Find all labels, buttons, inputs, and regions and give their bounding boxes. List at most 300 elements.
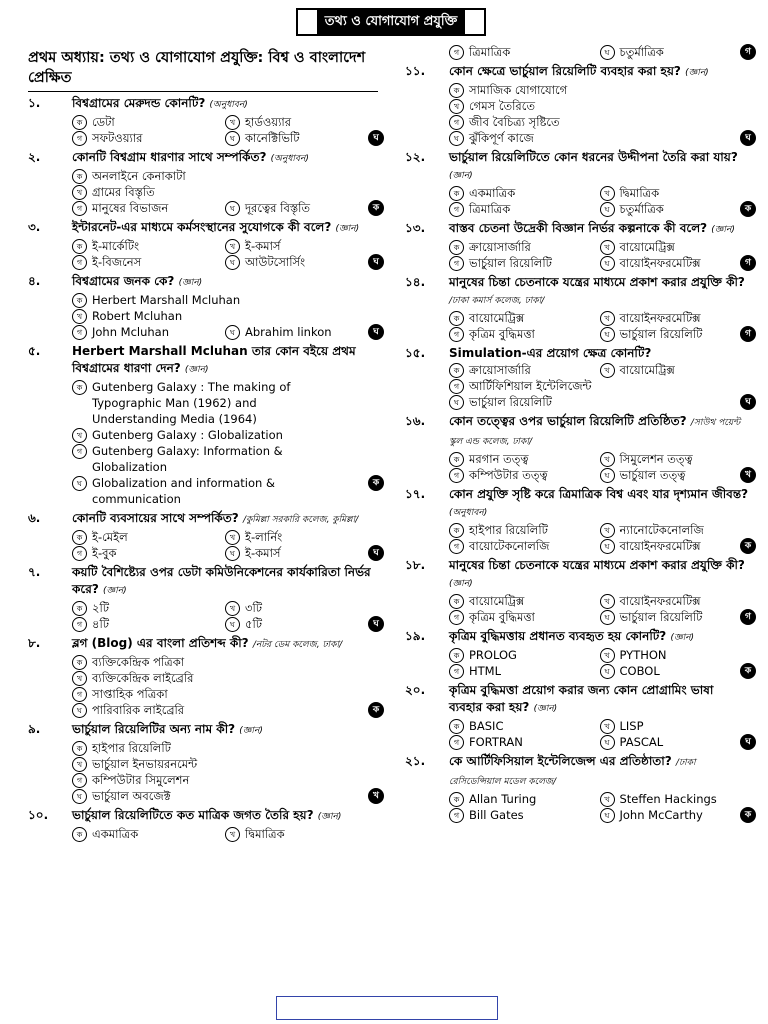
- question: [405, 486, 750, 522]
- question-text: বাস্তব চেতনা উদ্রেকী বিজ্ঞান নির্ভর কল্পনাকে কী বলে? (জ্ঞান): [449, 221, 735, 235]
- option-text: বায়োটেকনোলজি: [469, 539, 550, 553]
- question-text: কোন প্রযুক্তি সৃষ্টি করে ত্রিমাত্রিক বিশ্ব এবং যার দৃশ্যমান জীবন্ত? (অনুধাবন): [449, 487, 749, 518]
- option: [225, 200, 378, 216]
- option-text: Abrahim linkon: [245, 325, 332, 339]
- option-text: একমাত্রিক: [92, 827, 139, 841]
- option-letter-bullet: খ: [600, 240, 615, 255]
- question-text: বিশ্বগ্রামের জনক কে? (জ্ঞান): [72, 274, 203, 288]
- option-text: PASCAL: [619, 735, 664, 749]
- question: [28, 721, 378, 740]
- question: [28, 273, 378, 292]
- option: [449, 378, 714, 394]
- option-text: Gutenberg Galaxy : Globalization: [92, 428, 283, 442]
- options-list: [28, 238, 378, 270]
- question-text: কোনটি ব্যবসায়ের সাথে সম্পর্কিত? /কুমিল্লা সরকারি কলেজ, কুমিল্লা/: [72, 511, 359, 525]
- option: [225, 254, 378, 270]
- question-tag: (জ্ঞান): [184, 365, 209, 375]
- option: [225, 324, 378, 340]
- option-text: ই-মেইল: [92, 530, 128, 544]
- option-row: [72, 168, 378, 184]
- option-text: ত্রিমাত্রিক: [469, 45, 511, 59]
- option-letter-bullet: ঘ: [225, 201, 240, 216]
- option-text: ব্যক্তিকেন্দ্রিক লাইব্রেরি: [92, 671, 194, 685]
- option-text: সামাজিক যোগাযোগে: [469, 83, 568, 97]
- option-letter-bullet: গ: [72, 687, 87, 702]
- question: [28, 510, 378, 529]
- option: [449, 98, 714, 114]
- options-list: [405, 593, 750, 625]
- question-number: ১৪.: [405, 275, 426, 289]
- option-letter-bullet: ঘ: [225, 325, 240, 340]
- options-list: [405, 522, 750, 554]
- option-letter-bullet: গ: [72, 255, 87, 270]
- question-number: ৭.: [28, 565, 41, 579]
- option: [72, 168, 341, 184]
- option-text: ক্রায়োসার্জারি: [469, 240, 531, 254]
- option-text: Herbert Marshall Mcluhan: [92, 293, 241, 307]
- question: [405, 628, 750, 647]
- option-text: ব্যক্তিকেন্দ্রিক পত্রিকা: [92, 655, 185, 669]
- option: [600, 718, 751, 734]
- option: [449, 467, 600, 483]
- option: [600, 538, 751, 554]
- option: [225, 238, 378, 254]
- question-tag: /নটর ডেম কলেজ, ঢাকা/: [252, 640, 343, 650]
- option-letter-bullet: ঘ: [225, 546, 240, 561]
- option: [600, 310, 751, 326]
- answer-badge: ঘ: [740, 130, 756, 146]
- option-letter-bullet: ঘ: [600, 735, 615, 750]
- option-text: একমাত্রিক: [469, 186, 516, 200]
- option-text: কৃত্রিম বুদ্ধিমত্তা: [469, 327, 535, 341]
- question-number: ১৫.: [405, 346, 426, 360]
- option-text: ন্যানোটেকনোলজি: [619, 523, 704, 537]
- option: [600, 647, 751, 663]
- question: [28, 95, 378, 114]
- option-letter-bullet: খ: [600, 792, 615, 807]
- question-text: কোনটি বিশ্বগ্রাম ধারণার সাথে সম্পর্কিত? (অনুধাবন): [72, 150, 309, 164]
- option-letter-bullet: গ: [449, 45, 464, 60]
- option: [600, 522, 751, 538]
- option: [72, 443, 341, 475]
- option-row: [72, 756, 378, 772]
- option-row: [449, 130, 750, 146]
- option-letter-bullet: ক: [449, 452, 464, 467]
- option-letter-bullet: ক: [72, 169, 87, 184]
- question: [405, 220, 750, 239]
- option-letter-bullet: ঘ: [72, 789, 87, 804]
- option-row: [72, 184, 378, 200]
- option-letter-bullet: খ: [225, 601, 240, 616]
- option-text: ভার্চুয়াল তত্ত্ব: [619, 468, 686, 482]
- answer-badge: ঘ: [368, 545, 384, 561]
- option-text: পারিবারিক লাইব্রেরি: [92, 703, 185, 717]
- question-number: ২.: [28, 150, 41, 164]
- options-list: [405, 185, 750, 217]
- option-row: [449, 185, 750, 201]
- question: [28, 149, 378, 168]
- option-letter-bullet: গ: [72, 325, 87, 340]
- option-row: [449, 791, 750, 807]
- option-letter-bullet: খ: [72, 185, 87, 200]
- option-letter-bullet: ক: [449, 83, 464, 98]
- option: [449, 185, 600, 201]
- option-row: [72, 826, 378, 842]
- question-tag: (অনুধাবন): [209, 100, 248, 110]
- question: [28, 219, 378, 238]
- option-row: [72, 740, 378, 756]
- question-number: ১২.: [405, 150, 426, 164]
- question-number: ১১.: [405, 64, 426, 78]
- option-row: [449, 362, 750, 378]
- option: [225, 545, 378, 561]
- question: [405, 149, 750, 185]
- option-text: হার্ডওয়্যার: [245, 115, 292, 129]
- option-text: PROLOG: [469, 648, 517, 662]
- option-letter-bullet: ঘ: [600, 468, 615, 483]
- question-text: Simulation-এর প্রয়োগ ক্ষেত্র কোনটি?: [449, 346, 652, 360]
- answer-badge: ক: [368, 475, 384, 491]
- option-text: ভার্চুয়াল রিয়েলিটি: [469, 395, 552, 409]
- question-tag: (জ্ঞান): [449, 171, 473, 181]
- option: [72, 686, 341, 702]
- option-letter-bullet: ঘ: [600, 202, 615, 217]
- question: [405, 274, 750, 310]
- question-tag: (জ্ঞান): [178, 278, 203, 288]
- option: [449, 718, 600, 734]
- option-row: [449, 310, 750, 326]
- option: [449, 807, 600, 823]
- option: [72, 772, 341, 788]
- option-letter-bullet: ঘ: [225, 255, 240, 270]
- left-column: [28, 44, 378, 842]
- option-text: হাইপার রিয়েলিটি: [92, 741, 171, 755]
- option-letter-bullet: ক: [72, 115, 87, 130]
- question-text: কে আর্টিফিসিয়াল ইন্টেলিজেন্স এর প্রতিষ্ঠাতা? /ঢাকা রেসিডেন্সিয়াল মডেল কলেজ/: [449, 754, 696, 787]
- option: [449, 538, 600, 554]
- option: [225, 529, 378, 545]
- option-letter-bullet: ক: [72, 293, 87, 308]
- option-letter-bullet: গ: [72, 546, 87, 561]
- header-title-box: [296, 8, 486, 36]
- option-letter-bullet: ক: [449, 594, 464, 609]
- option: [72, 379, 341, 427]
- answer-badge: ঘ: [368, 254, 384, 270]
- question-text: কৃত্রিম বুদ্ধিমত্তা প্রয়োগ করার জন্য কোন প্রোগ্রামিং ভাষা ব্যবহার করা হয়? (জ্ঞান): [449, 683, 714, 714]
- option-text: ভার্চুয়াল রিয়েলিটি: [619, 610, 703, 624]
- option-row: [72, 114, 378, 130]
- question-text: বিশ্বগ্রামের মেরুদন্ড কোনটি? (অনুধাবন): [72, 96, 248, 110]
- option-letter-bullet: গ: [449, 327, 464, 342]
- question-number: ৮.: [28, 636, 41, 650]
- option-text: ক্রায়োসার্জারি: [469, 363, 531, 377]
- options-list: [28, 740, 378, 804]
- question: [405, 753, 750, 791]
- option-text: বায়োমেট্রিক্স: [469, 594, 525, 608]
- option: [600, 255, 751, 271]
- question-tag: /ঢাকা রেসিডেন্সিয়াল মডেল কলেজ/: [449, 758, 696, 787]
- option-letter-bullet: খ: [449, 99, 464, 114]
- option-letter-bullet: ঘ: [225, 131, 240, 146]
- question: [405, 345, 750, 362]
- question-number: ২১.: [405, 754, 426, 768]
- question: [405, 682, 750, 718]
- option-text: বায়োইনফরমেটিক্স: [619, 594, 701, 608]
- option-letter-bullet: গ: [449, 468, 464, 483]
- option-letter-bullet: গ: [449, 610, 464, 625]
- option-text: মরগান তত্ত্ব: [469, 452, 529, 466]
- answer-badge: ক: [740, 663, 756, 679]
- footer-bar: [276, 996, 498, 1020]
- option-letter-bullet: ঘ: [600, 808, 615, 823]
- option: [225, 130, 378, 146]
- question-text: কোন ক্ষেত্রে ভার্চুয়াল রিয়েলিটি ব্যবহার করা হয়? (জ্ঞান): [449, 64, 709, 78]
- option-text: আউটসোর্সিং: [245, 255, 306, 269]
- option: [600, 593, 751, 609]
- option: [72, 740, 341, 756]
- option-text: ৪টি: [92, 617, 110, 631]
- chapter-title: প্রথম অধ্যায়: তথ্য ও যোগাযোগ প্রযুক্তি: বিশ্ব ও বাংলাদেশ প্রেক্ষিত: [28, 48, 378, 92]
- option-row: [72, 238, 378, 254]
- option-text: ই-কমার্স: [245, 546, 281, 560]
- option-letter-bullet: ক: [72, 380, 87, 395]
- option-row: [72, 545, 378, 561]
- question-number: ৪.: [28, 274, 41, 288]
- options-list: [28, 654, 378, 718]
- question-text: Herbert Marshall Mcluhan তার কোন বইয়ে প্রথম বিশ্বগ্রামের ধারণা দেন? (জ্ঞান): [72, 344, 356, 375]
- option-row: [449, 201, 750, 217]
- option-text: ই-বিজনেস: [92, 255, 142, 269]
- option: [449, 362, 600, 378]
- option-text: দূরত্বের বিস্তৃতি: [245, 201, 311, 215]
- option-text: সাপ্তাহিক পত্রিকা: [92, 687, 168, 701]
- options-list: [28, 168, 378, 216]
- option-letter-bullet: ক: [449, 186, 464, 201]
- option-text: LISP: [619, 719, 644, 733]
- option-letter-bullet: ঘ: [600, 45, 615, 60]
- question-number: ১.: [28, 96, 41, 110]
- question: [28, 635, 378, 654]
- answer-badge: ঘ: [368, 324, 384, 340]
- option-text: বায়োইনফরমেটিক্স: [619, 256, 701, 270]
- option-text: বায়োমেট্রিক্স: [619, 363, 675, 377]
- option-row: [449, 522, 750, 538]
- option-letter-bullet: গ: [72, 201, 87, 216]
- option: [449, 82, 714, 98]
- option-text: Allan Turing: [469, 792, 537, 806]
- question-text: ভার্চুয়াল রিয়েলিটির অন্য নাম কী? (জ্ঞান): [72, 722, 263, 736]
- option-text: Globalization and information & communication: [92, 476, 275, 506]
- question-number: ১৯.: [405, 629, 426, 643]
- question-number: ২০.: [405, 683, 426, 697]
- option-text: বায়োইনফরমেটিক্স: [619, 539, 701, 553]
- option-letter-bullet: খ: [72, 757, 87, 772]
- option-text: ঝুঁকিপূর্ণ কাজে: [469, 131, 534, 145]
- option-letter-bullet: ঘ: [600, 539, 615, 554]
- option-letter-bullet: ঘ: [600, 256, 615, 271]
- question-number: ৫.: [28, 344, 41, 358]
- option: [449, 310, 600, 326]
- option-row: [72, 529, 378, 545]
- option-text: HTML: [469, 664, 502, 678]
- option: [449, 201, 600, 217]
- option-row: [449, 239, 750, 255]
- option-letter-bullet: খ: [225, 530, 240, 545]
- question-number: ৬.: [28, 511, 41, 525]
- option: [600, 201, 751, 217]
- question: [28, 564, 378, 600]
- option-letter-bullet: ঘ: [600, 610, 615, 625]
- option-text: চতুর্মাত্রিক: [619, 45, 664, 59]
- option-letter-bullet: খ: [72, 428, 87, 443]
- option: [449, 114, 714, 130]
- option-letter-bullet: ঘ: [600, 664, 615, 679]
- option-letter-bullet: খ: [225, 239, 240, 254]
- option: [449, 663, 600, 679]
- question-tag: /ঢাকা কমার্স কলেজ, ঢাকা/: [449, 296, 545, 306]
- option-letter-bullet: গ: [72, 131, 87, 146]
- option-text: ই-মার্কেটিং: [92, 239, 140, 253]
- option-text: কম্পিউটার তত্ত্ব: [469, 468, 548, 482]
- option-text: চতুর্মাত্রিক: [619, 202, 664, 216]
- question-number: ৯.: [28, 722, 41, 736]
- question-tag: (জ্ঞান): [102, 586, 127, 596]
- option-text: বায়োমেট্রিক্স: [619, 240, 675, 254]
- option-text: ত্রিমাত্রিক: [469, 202, 511, 216]
- option-letter-bullet: ক: [449, 719, 464, 734]
- option-row: [449, 255, 750, 271]
- option-row: [449, 114, 750, 130]
- option: [600, 807, 751, 823]
- option-row: [72, 443, 378, 475]
- option-letter-bullet: ক: [449, 648, 464, 663]
- option-text: গেমস তৈরিতে: [469, 99, 535, 113]
- option-row: [449, 593, 750, 609]
- options-list: [28, 529, 378, 561]
- answer-badge: গ: [740, 255, 756, 271]
- question-tag: (জ্ঞান): [685, 68, 709, 78]
- option-text: মানুষের বিভাজন: [92, 201, 169, 215]
- option-letter-bullet: গ: [449, 808, 464, 823]
- option: [72, 529, 225, 545]
- option-text: হাইপার রিয়েলিটি: [469, 523, 548, 537]
- option-row: [72, 702, 378, 718]
- option: [72, 756, 341, 772]
- option: [72, 702, 341, 718]
- option-letter-bullet: খ: [72, 671, 87, 686]
- options-list: [405, 718, 750, 750]
- option-row: [72, 788, 378, 804]
- option-letter-bullet: খ: [225, 115, 240, 130]
- option-letter-bullet: খ: [72, 309, 87, 324]
- option-row: [449, 451, 750, 467]
- option-text: জীব বৈচিত্র্য সৃষ্টিতে: [469, 115, 560, 129]
- option-row: [449, 98, 750, 114]
- option-letter-bullet: গ: [72, 773, 87, 788]
- option-letter-bullet: ঘ: [72, 703, 87, 718]
- option: [600, 362, 751, 378]
- question-number: ১০.: [28, 808, 49, 822]
- options-list: [28, 826, 378, 842]
- option-letter-bullet: গ: [449, 379, 464, 394]
- question-tag: (জ্ঞান): [670, 633, 695, 643]
- options-list: [28, 114, 378, 146]
- option-text: FORTRAN: [469, 735, 523, 749]
- answer-badge: গ: [740, 609, 756, 625]
- option-text: দ্বিমাত্রিক: [245, 827, 285, 841]
- option-text: COBOL: [619, 664, 660, 678]
- option-letter-bullet: ক: [72, 741, 87, 756]
- option-text: বায়োইনফরমেটিক্স: [619, 311, 701, 325]
- option: [600, 609, 751, 625]
- option-row: [449, 807, 750, 823]
- option: [72, 616, 225, 632]
- option: [72, 200, 225, 216]
- right-column: [405, 44, 750, 823]
- question-tag: /সাউথ পয়েন্ট স্কুল এন্ড কলেজ, ঢাকা/: [449, 418, 741, 447]
- answer-badge: ক: [740, 807, 756, 823]
- option-row: [449, 378, 750, 394]
- option-row: [72, 130, 378, 146]
- question-text: কোন তত্ত্বের ওপর ভার্চুয়াল রিয়েলিটি প্রতিষ্ঠিত? /সাউথ পয়েন্ট স্কুল এন্ড কলেজ, ঢাকা/: [449, 414, 741, 447]
- option: [225, 600, 378, 616]
- option: [600, 467, 751, 483]
- option: [72, 184, 341, 200]
- option-letter-bullet: ঘ: [225, 617, 240, 632]
- question-number: ৩.: [28, 220, 41, 234]
- option: [72, 788, 341, 804]
- option-letter-bullet: গ: [449, 664, 464, 679]
- option-letter-bullet: খ: [600, 311, 615, 326]
- question-text: ব্লগ (Blog) এর বাংলা প্রতিশব্দ কী? /নটর ডেম কলেজ, ঢাকা/: [72, 636, 343, 650]
- option-letter-bullet: গ: [72, 444, 87, 459]
- options-list: [405, 647, 750, 679]
- answer-badge: ঘ: [740, 394, 756, 410]
- option-letter-bullet: গ: [449, 202, 464, 217]
- option: [72, 238, 225, 254]
- question-tag: (জ্ঞান): [711, 225, 735, 235]
- option: [72, 826, 225, 842]
- question-text: ইন্টারনেট-এর মাধ্যমে কর্মসংস্থানের সুযোগকে কী বলে? (জ্ঞান): [72, 220, 360, 234]
- question-tag: (জ্ঞান): [449, 579, 473, 589]
- option-letter-bullet: খ: [600, 648, 615, 663]
- option: [72, 324, 225, 340]
- answer-badge: ক: [368, 702, 384, 718]
- option: [449, 130, 714, 146]
- option-text: বায়োমেট্রিক্স: [469, 311, 525, 325]
- option: [72, 545, 225, 561]
- option: [600, 663, 751, 679]
- option: [600, 185, 751, 201]
- option-row: [72, 670, 378, 686]
- question-number: ১৮.: [405, 558, 426, 572]
- option-text: ভার্চুয়াল রিয়েলিটি: [619, 327, 703, 341]
- option-row: [72, 200, 378, 216]
- question: [405, 557, 750, 593]
- option-text: ডেটা: [92, 115, 115, 129]
- option: [72, 254, 225, 270]
- option-row: [72, 254, 378, 270]
- question: [28, 343, 378, 379]
- option-text: Robert Mcluhan: [92, 309, 183, 323]
- option-letter-bullet: খ: [225, 827, 240, 842]
- option-text: অনলাইনে কেনাকাটা: [92, 169, 186, 183]
- option-row: [72, 600, 378, 616]
- option-row: [449, 663, 750, 679]
- option: [600, 451, 751, 467]
- question-number: ১৬.: [405, 414, 426, 428]
- option-text: ই-কমার্স: [245, 239, 281, 253]
